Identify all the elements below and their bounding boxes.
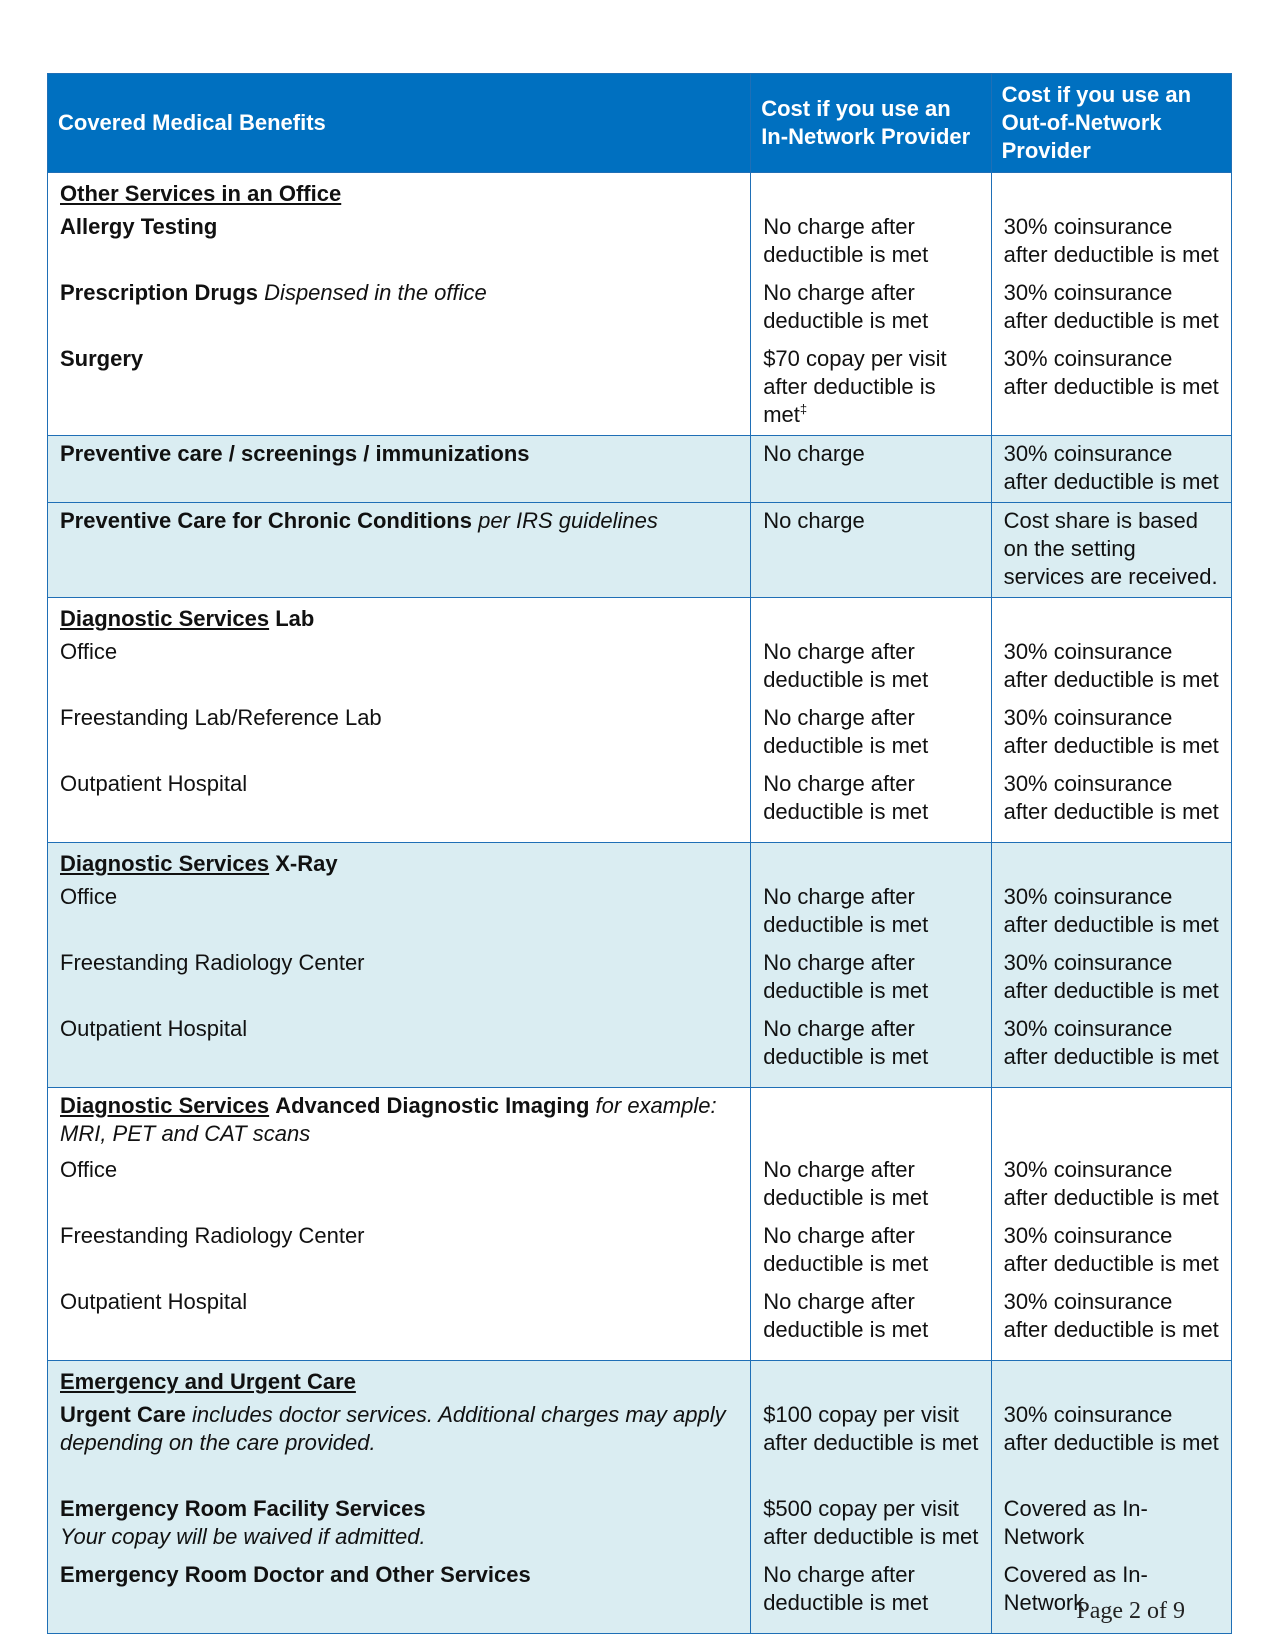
list-item: Freestanding Radiology Center	[60, 950, 365, 975]
section-subtitle: Lab	[275, 606, 315, 631]
in-network-cost: No charge after deductible is met	[763, 214, 929, 267]
out-network-cost: Cost share is based on the setting services are received.	[1003, 508, 1218, 589]
section-chronic-conditions	[48, 503, 1232, 598]
in-network-cost: No charge after deductible is met	[763, 771, 929, 824]
list-item: Freestanding Lab/Reference Lab	[60, 705, 382, 730]
in-network-cost: $70 copay per visit after deductible is met‡	[763, 346, 947, 427]
out-network-cost: Covered as In-Network	[1003, 1496, 1148, 1549]
header-out-of-network: Cost if you use an Out-of-Network Provider	[991, 74, 1231, 173]
list-item: Outpatient Hospital	[60, 771, 248, 796]
list-item	[60, 279, 740, 345]
section-title: Other Services in an Office	[60, 181, 342, 206]
list-item: Outpatient Hospital	[60, 1289, 248, 1314]
section-emergency-urgent-care	[48, 1361, 1232, 1634]
in-network-cost: No charge	[763, 441, 865, 466]
item-name: Preventive Care for Chronic Conditions	[60, 508, 472, 533]
section-title: Diagnostic Services	[60, 1093, 270, 1118]
item-name: Emergency Room Facility Services	[60, 1496, 426, 1521]
in-network-cost: No charge after deductible is met	[763, 280, 929, 333]
in-network-cost: $500 copay per visit after deductible is met	[763, 1496, 979, 1549]
out-network-cost: 30% coinsurance after deductible is met	[1003, 950, 1219, 1003]
in-network-cost: No charge after deductible is met	[763, 950, 929, 1003]
table-header	[48, 74, 1232, 173]
out-network-cost: 30% coinsurance after deductible is met	[1003, 1016, 1219, 1069]
list-item: Freestanding Radiology Center	[60, 1223, 365, 1248]
out-network-cost: 30% coinsurance after deductible is met	[1003, 280, 1219, 333]
section-advanced-imaging	[48, 1088, 1232, 1361]
section-other-services	[48, 173, 1232, 436]
list-item	[60, 1401, 740, 1495]
list-item: Office	[60, 884, 118, 909]
out-network-cost: 30% coinsurance after deductible is met	[1003, 214, 1219, 267]
out-network-cost: 30% coinsurance after deductible is met	[1003, 771, 1219, 824]
out-network-cost: 30% coinsurance after deductible is met	[1003, 1223, 1219, 1276]
out-network-cost: 30% coinsurance after deductible is met	[1003, 639, 1219, 692]
item-note: Your copay will be waived if admitted.	[60, 1524, 426, 1549]
in-network-cost: No charge after deductible is met	[763, 1157, 929, 1210]
in-network-cost: No charge after deductible is met	[763, 1562, 929, 1615]
section-subtitle: Advanced Diagnostic Imaging	[275, 1093, 590, 1118]
section-diagnostic-xray	[48, 843, 1232, 1088]
item-note: includes doctor services. Additional charges may apply depending on the care provided.	[60, 1402, 726, 1455]
out-network-cost: 30% coinsurance after deductible is met	[1003, 705, 1219, 758]
section-title: Diagnostic Services	[60, 606, 270, 631]
list-item: Office	[60, 639, 118, 664]
benefits-table	[47, 73, 1232, 1634]
header-in-network: Cost if you use an In-Network Provider	[751, 74, 991, 173]
list-item	[60, 1495, 740, 1561]
out-network-cost: 30% coinsurance after deductible is met	[1003, 884, 1219, 937]
item-note: per IRS guidelines	[478, 508, 658, 533]
item-name: Prescription Drugs	[60, 280, 259, 305]
list-item: Outpatient Hospital	[60, 1016, 248, 1041]
in-network-cost: $100 copay per visit after deductible is met	[763, 1402, 979, 1455]
in-network-cost: No charge after deductible is met	[763, 1223, 929, 1276]
section-subtitle: X-Ray	[275, 851, 338, 876]
item-name: Emergency Room Doctor and Other Services	[60, 1562, 531, 1587]
item-name: Preventive care / screenings / immunizations	[60, 441, 530, 466]
out-network-cost: 30% coinsurance after deductible is met	[1003, 441, 1219, 494]
in-network-cost: No charge after deductible is met	[763, 1289, 929, 1342]
footnote-mark: ‡	[799, 401, 808, 417]
in-network-cost: No charge after deductible is met	[763, 639, 929, 692]
item-name: Surgery	[60, 346, 144, 371]
out-network-cost: 30% coinsurance after deductible is met	[1003, 1157, 1219, 1210]
out-network-cost: Covered as In-Network	[1003, 1562, 1148, 1615]
section-diagnostic-lab	[48, 598, 1232, 843]
list-item	[60, 345, 740, 411]
item-name: Urgent Care	[60, 1402, 186, 1427]
list-item: Office	[60, 1157, 118, 1182]
out-network-cost: 30% coinsurance after deductible is met	[1003, 1402, 1219, 1455]
in-network-cost: No charge after deductible is met	[763, 1016, 929, 1069]
in-network-cost: No charge after deductible is met	[763, 705, 929, 758]
header-benefits: Covered Medical Benefits	[48, 74, 751, 173]
list-item	[60, 213, 740, 279]
in-network-cost: No charge after deductible is met	[763, 884, 929, 937]
item-note: Dispensed in the office	[264, 280, 487, 305]
out-network-cost: 30% coinsurance after deductible is met	[1003, 346, 1219, 399]
section-note: for example: MRI, PET and CAT scans	[60, 1093, 717, 1146]
section-preventive-care	[48, 436, 1232, 503]
section-title: Diagnostic Services	[60, 851, 270, 876]
item-name: Allergy Testing	[60, 214, 218, 239]
in-network-cost: No charge	[763, 508, 865, 533]
section-title: Emergency and Urgent Care	[60, 1369, 356, 1394]
out-network-cost: 30% coinsurance after deductible is met	[1003, 1289, 1219, 1342]
page-number: Page 2 of 9	[1076, 1598, 1185, 1624]
list-item	[60, 1561, 740, 1627]
